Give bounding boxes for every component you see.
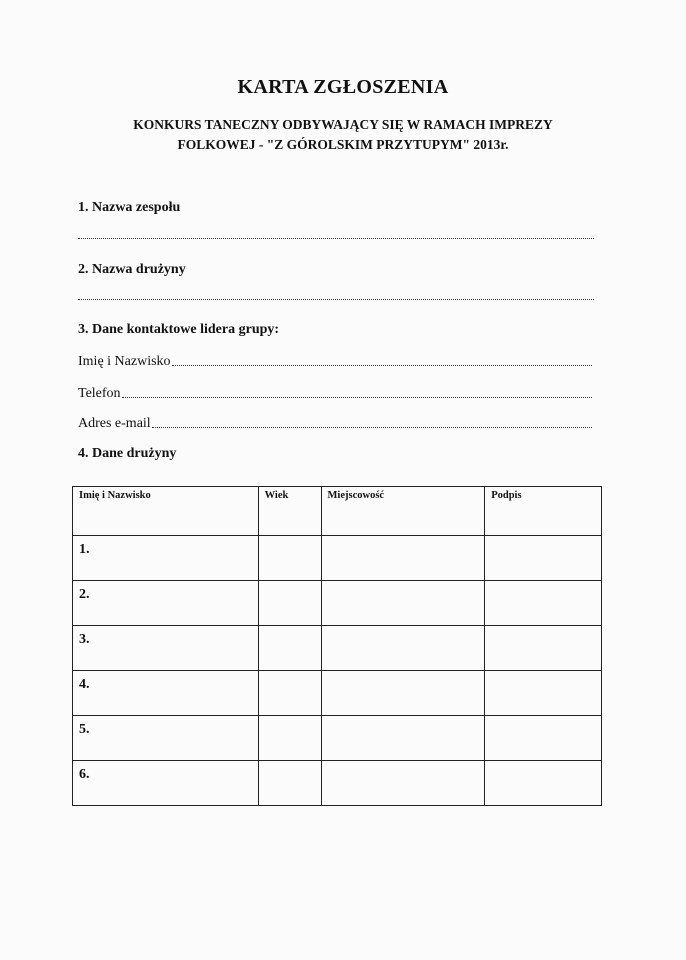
row-number: 5. [79, 722, 90, 737]
member-age-cell[interactable] [258, 671, 321, 716]
section-squad-data-heading: 4. Dane drużyny [78, 446, 177, 461]
leader-email-field[interactable] [152, 427, 592, 428]
member-age-cell[interactable] [258, 626, 321, 671]
table-header-row [73, 487, 602, 536]
form-subtitle-line-2: FOLKOWEJ - "Z GÓROLSKIM PRZYTUPYM" 2013r. [177, 137, 509, 152]
table-row [73, 761, 602, 806]
member-age-cell[interactable] [258, 761, 321, 806]
member-name-cell[interactable] [73, 581, 259, 626]
leader-email-row [78, 414, 592, 432]
section-squad-name-heading: 2. Nazwa drużyny [78, 262, 186, 277]
member-town-cell[interactable] [321, 581, 485, 626]
member-town-cell[interactable] [321, 626, 485, 671]
member-signature-cell[interactable] [485, 671, 602, 716]
leader-phone-row [78, 384, 592, 402]
member-age-cell[interactable] [258, 536, 321, 581]
column-header-signature: Podpis [485, 487, 602, 536]
form-title: KARTA ZGŁOSZENIA [237, 76, 449, 98]
leader-phone-field[interactable] [122, 397, 592, 398]
member-town-cell[interactable] [321, 761, 485, 806]
member-age-cell[interactable] [258, 581, 321, 626]
row-number: 4. [79, 677, 90, 692]
table-row [73, 581, 602, 626]
member-name-cell[interactable] [73, 761, 259, 806]
section-team-name-heading: 1. Nazwa zespołu [78, 200, 181, 215]
row-number: 1. [79, 542, 90, 557]
member-signature-cell[interactable] [485, 581, 602, 626]
column-header-age: Wiek [258, 487, 321, 536]
member-name-cell[interactable] [73, 716, 259, 761]
member-age-cell[interactable] [258, 716, 321, 761]
member-town-cell[interactable] [321, 671, 485, 716]
table-row [73, 536, 602, 581]
table-row [73, 626, 602, 671]
leader-phone-label: Telefon [78, 386, 121, 401]
member-signature-cell[interactable] [485, 761, 602, 806]
leader-name-row [78, 352, 592, 370]
leader-name-field[interactable] [172, 365, 592, 366]
squad-members-table [72, 486, 602, 806]
row-number: 3. [79, 632, 90, 647]
member-name-cell[interactable] [73, 536, 259, 581]
leader-email-label: Adres e-mail [78, 416, 151, 431]
member-town-cell[interactable] [321, 536, 485, 581]
form-subtitle-line-1: KONKURS TANECZNY ODBYWAJĄCY SIĘ W RAMACH IMPREZY [133, 117, 553, 132]
column-header-name: Imię i Nazwisko [73, 487, 259, 536]
member-signature-cell[interactable] [485, 716, 602, 761]
section-leader-contact-heading: 3. Dane kontaktowe lidera grupy: [78, 322, 280, 337]
member-signature-cell[interactable] [485, 626, 602, 671]
table-row [73, 671, 602, 716]
member-town-cell[interactable] [321, 716, 485, 761]
row-number: 6. [79, 767, 90, 782]
table-row [73, 716, 602, 761]
member-signature-cell[interactable] [485, 536, 602, 581]
team-name-field[interactable] [78, 238, 594, 239]
squad-name-field[interactable] [78, 299, 594, 300]
column-header-town: Miejscowość [321, 487, 485, 536]
member-name-cell[interactable] [73, 626, 259, 671]
member-name-cell[interactable] [73, 671, 259, 716]
row-number: 2. [79, 587, 90, 602]
leader-name-label: Imię i Nazwisko [78, 354, 171, 369]
